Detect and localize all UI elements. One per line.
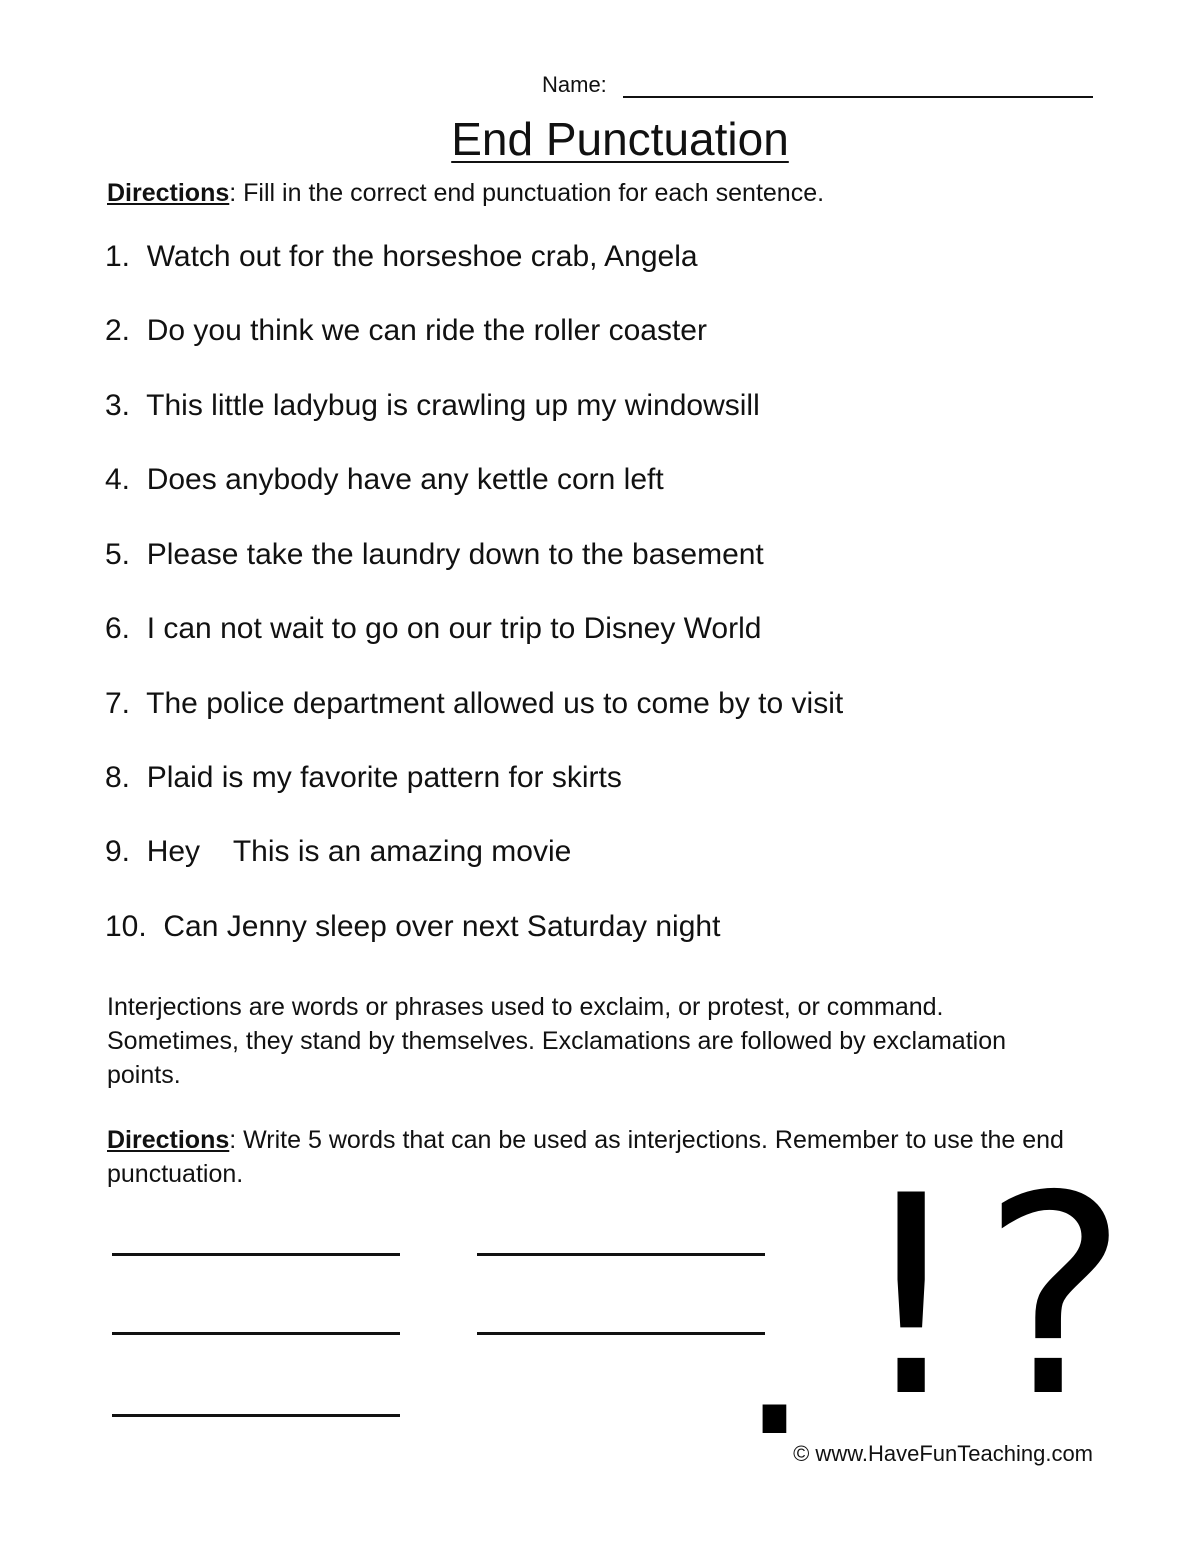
question-number: 6. [105,612,131,645]
directions-text: : Fill in the correct end punctuation for each sentence. [229,179,825,207]
page-title: End Punctuation [451,113,789,165]
question-item [105,240,698,274]
question-text: The police department allowed us to come by to visit [146,687,844,720]
question-number: 4. [105,463,131,496]
interjections-info: Interjections are words or phrases used to exclaim, or protest, or command. Sometimes, they stand by themselves. Exclamations are followed by exclamation points. [107,993,1007,1089]
name-blank-line[interactable] [623,96,1093,98]
question-text: Does anybody have any kettle corn left [146,463,664,496]
directions-text: : Write 5 words that can be used as interjections. Remember to use the end punctuation. [107,1126,1064,1188]
question-item [105,612,761,646]
question-number: 5. [105,538,131,571]
question-number: 7. [105,687,131,720]
question-mark-graphic: ? [982,1137,1128,1457]
question-text: Hey This is an amazing movie [146,835,572,868]
question-item [105,835,571,869]
question-text: Do you think we can ride the roller coaster [146,314,707,347]
question-text: Plaid is my favorite pattern for skirts [146,761,622,794]
question-text: This little ladybug is crawling up my windowsill [146,389,760,422]
footer-copyright: © www.HaveFunTeaching.com [793,1441,1093,1466]
question-item [105,314,707,348]
question-item [105,687,843,721]
question-text: Can Jenny sleep over next Saturday night [163,910,721,943]
answer-line[interactable] [112,1332,400,1335]
question-text: I can not wait to go on our trip to Disney World [146,612,762,645]
question-item [105,761,622,795]
question-item [105,463,664,497]
directions-fill-in [107,176,1067,210]
question-item [105,910,720,944]
question-item [105,538,764,572]
period-graphic: . [738,1221,812,1488]
question-item [105,389,760,423]
answer-line[interactable] [112,1253,400,1256]
question-text: Watch out for the horseshoe crab, Angela [146,240,698,273]
question-number: 8. [105,761,131,794]
answer-line[interactable] [477,1332,765,1335]
question-number: 2. [105,314,131,347]
question-text: Please take the laundry down to the basement [146,538,764,571]
directions-label: Directions [107,179,230,207]
question-number: 10. [105,910,147,943]
directions-label: Directions [107,1126,230,1154]
exclamation-graphic: ! [856,1137,967,1457]
question-number: 3. [105,389,131,422]
answer-line[interactable] [112,1414,400,1417]
answer-line[interactable] [477,1253,765,1256]
name-label: Name: [542,72,607,97]
question-number: 1. [105,240,131,273]
question-number: 9. [105,835,131,868]
